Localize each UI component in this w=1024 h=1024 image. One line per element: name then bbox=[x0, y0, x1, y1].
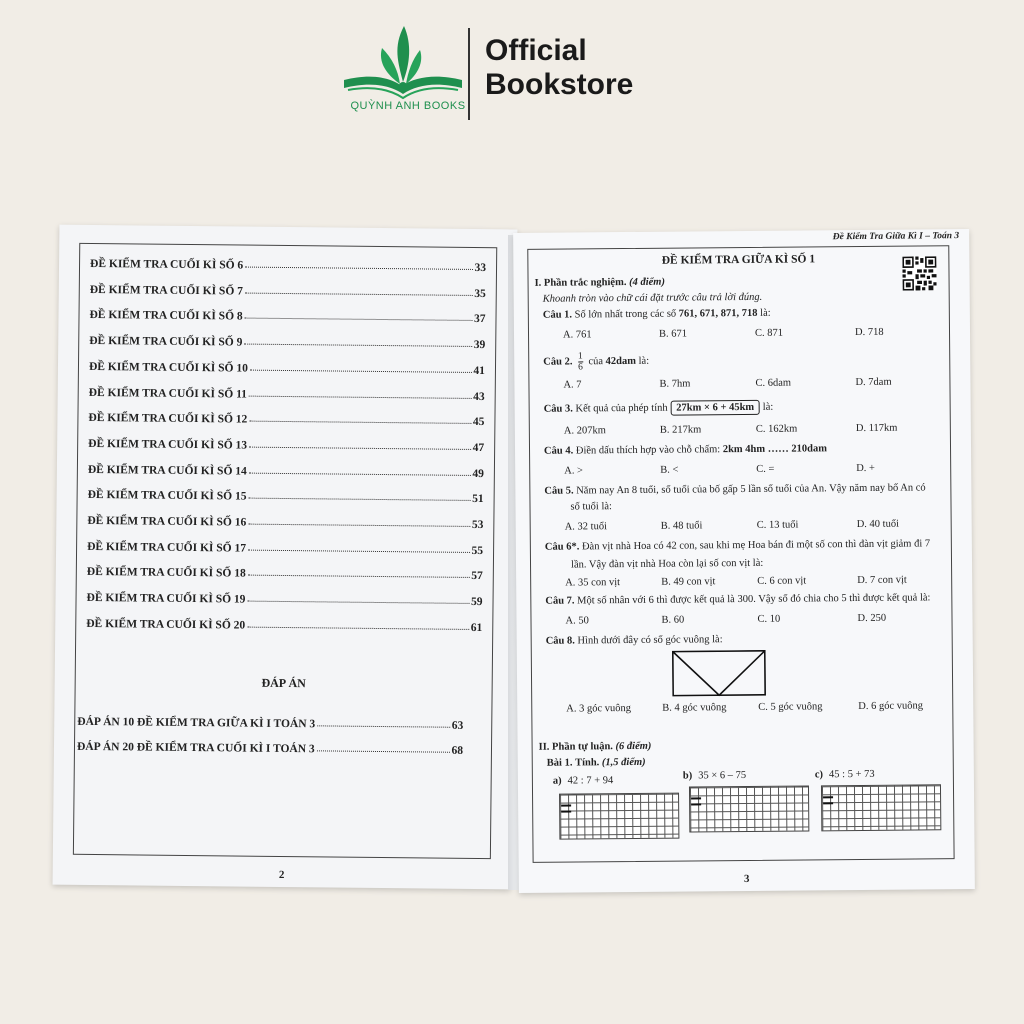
question-6 bbox=[545, 538, 930, 552]
toc-leader-dots bbox=[247, 601, 469, 604]
calc-b-grid[interactable] bbox=[689, 785, 809, 832]
brand-title-line2: Bookstore bbox=[485, 68, 634, 101]
q7-text: Một số nhân với 6 thì được kết quả là 300. Vậy số đó chia cho 5 thì được kết quả là: bbox=[577, 592, 931, 607]
section2-points: (6 điểm) bbox=[615, 740, 652, 753]
page-number-right: 3 bbox=[743, 872, 750, 886]
toc-label: ĐỀ KIỂM TRA CUỐI KÌ SỐ 7 bbox=[89, 283, 243, 298]
q7-option-d[interactable]: D. 250 bbox=[857, 612, 887, 625]
q7-label: Câu 7. bbox=[545, 595, 575, 607]
question-2 bbox=[543, 351, 649, 373]
toc-page-number: 45 bbox=[472, 416, 485, 429]
toc-row bbox=[89, 355, 485, 377]
calc-c-grid[interactable] bbox=[821, 784, 941, 831]
q6-line2: lần. Vậy đàn vịt nhà Hoa còn lại số con vịt là: bbox=[570, 557, 764, 571]
toc-page-number: 59 bbox=[470, 596, 483, 609]
toc-page-number: 51 bbox=[472, 493, 484, 506]
q3-expression: 27km × 6 + 45km bbox=[670, 400, 760, 416]
q3-end: là: bbox=[762, 401, 774, 413]
toc-row bbox=[87, 509, 483, 531]
q1-numbers: 761, 671, 871, 718 bbox=[678, 307, 758, 320]
toc-label: ĐỀ KIỂM TRA CUỐI KÌ SỐ 9 bbox=[89, 335, 243, 349]
q5-option-d[interactable]: D. 40 tuổi bbox=[856, 518, 900, 531]
toc-label: ĐỀ KIỂM TRA CUỐI KÌ SỐ 17 bbox=[87, 540, 247, 555]
q3-text: Kết quả của phép tính bbox=[575, 402, 668, 415]
section1-label: I. Phần trắc nghiệm. bbox=[534, 277, 627, 289]
question-4 bbox=[544, 443, 827, 456]
toc-label: ĐỀ KIỂM TRA CUỐI KÌ SỐ 12 bbox=[88, 412, 248, 426]
toc-leader-dots bbox=[248, 524, 470, 527]
q1-option-c[interactable]: C. 871 bbox=[754, 327, 784, 339]
toc-label: ĐỀ KIỂM TRA CUỐI KÌ SỐ 15 bbox=[87, 489, 247, 503]
toc-row bbox=[88, 483, 484, 505]
toc-row bbox=[88, 432, 484, 454]
equals-mark bbox=[823, 802, 833, 804]
toc-leader-dots bbox=[247, 626, 469, 629]
toc-frame bbox=[73, 243, 497, 859]
toc-page-number: 43 bbox=[473, 390, 485, 403]
bai1-label: Bài 1. bbox=[546, 757, 573, 769]
q8-text: Hình dưới đây có số góc vuông là: bbox=[577, 634, 723, 647]
calc-letter: a) bbox=[552, 775, 562, 787]
toc-row bbox=[89, 329, 485, 351]
q2-end: là: bbox=[638, 355, 650, 367]
toc-leader-dots bbox=[244, 344, 471, 347]
q2-option-d[interactable]: D. 7dam bbox=[855, 376, 892, 389]
q2-frac-den: 6 bbox=[578, 362, 583, 373]
toc-row bbox=[88, 458, 484, 480]
toc-row bbox=[86, 612, 482, 634]
toc-row bbox=[87, 535, 483, 557]
calc-expression: 35 × 6 – 75 bbox=[698, 769, 747, 782]
toc-leader-dots bbox=[245, 267, 472, 270]
q7-option-c[interactable]: C. 10 bbox=[757, 613, 781, 625]
brand-title-line1: Official bbox=[485, 34, 587, 67]
q1-text: Số lớn nhất trong các số bbox=[574, 308, 677, 321]
toc-label: ĐÁP ÁN 20 ĐỀ KIỂM TRA CUỐI KÌ I TOÁN 3 bbox=[76, 740, 315, 756]
calc-letter: b) bbox=[682, 770, 693, 782]
question-8 bbox=[546, 634, 723, 647]
toc-row bbox=[89, 380, 485, 402]
q3-option-b[interactable]: B. 217km bbox=[659, 424, 702, 436]
bai1-text: Tính. bbox=[575, 757, 600, 769]
q4-label: Câu 4. bbox=[543, 445, 574, 457]
toc-leader-dots bbox=[245, 292, 472, 295]
right-page bbox=[513, 229, 975, 893]
q1-label: Câu 1. bbox=[542, 309, 573, 321]
right-angle-figure bbox=[672, 650, 766, 697]
q5-option-b[interactable]: B. 48 tuổi bbox=[660, 520, 703, 532]
toc-label: ĐỀ KIỂM TRA CUỐI KÌ SỐ 18 bbox=[86, 566, 246, 580]
q4-option-b[interactable]: B. < bbox=[660, 464, 679, 476]
toc-row bbox=[86, 586, 482, 608]
toc-page-number: 35 bbox=[474, 287, 486, 300]
toc-label: ĐỀ KIỂM TRA CUỐI KÌ SỐ 13 bbox=[88, 437, 248, 452]
toc-page-number: 57 bbox=[471, 570, 483, 583]
calc-expression: 42 : 7 + 94 bbox=[567, 775, 614, 787]
q2-option-a[interactable]: A. 7 bbox=[563, 379, 582, 391]
q4-option-a[interactable]: A. > bbox=[564, 465, 584, 477]
q3-option-a[interactable]: A. 207km bbox=[563, 425, 606, 437]
q1-option-b[interactable]: B. 671 bbox=[658, 328, 688, 340]
question-3 bbox=[544, 402, 774, 415]
running-head: Đề Kiểm Tra Giữa Kì I – Toán 3 bbox=[832, 231, 960, 243]
toc-page-number: 33 bbox=[474, 261, 487, 275]
toc-row bbox=[89, 303, 485, 325]
toc-leader-dots bbox=[249, 498, 471, 501]
q6-option-b[interactable]: B. 49 con vịt bbox=[661, 576, 716, 588]
toc-page-number: 63 bbox=[451, 719, 464, 732]
toc-label: ĐỀ KIỂM TRA CUỐI KÌ SỐ 16 bbox=[87, 514, 247, 529]
qr-code-icon bbox=[902, 256, 936, 290]
calc-c-label bbox=[815, 769, 875, 781]
toc-leader-dots bbox=[249, 421, 471, 424]
q3-option-d[interactable]: D. 117km bbox=[855, 422, 898, 435]
calc-b-label bbox=[683, 770, 746, 782]
toc-label: ĐỀ KIỂM TRA CUỐI KÌ SỐ 10 bbox=[88, 360, 248, 375]
section1-points: (4 điểm) bbox=[629, 276, 665, 288]
q8-option-b[interactable]: B. 4 góc vuông bbox=[662, 702, 727, 714]
question-7 bbox=[545, 592, 930, 606]
toc-label: ĐỀ KIỂM TRA CUỐI KÌ SỐ 11 bbox=[88, 386, 248, 401]
toc-page-number: 39 bbox=[473, 339, 486, 352]
instruction: Khoanh tròn vào chữ cái đặt trước câu trả lời đúng. bbox=[542, 291, 763, 305]
answer-toc-row bbox=[77, 710, 463, 732]
q7-option-b[interactable]: B. 60 bbox=[661, 614, 685, 626]
toc-row bbox=[90, 278, 486, 300]
q2-frac-num: 1 bbox=[577, 351, 583, 362]
section2-heading bbox=[539, 741, 652, 753]
equals-mark bbox=[561, 811, 571, 813]
q2-label: Câu 2. bbox=[543, 356, 573, 368]
q2-value: 42dam bbox=[605, 355, 637, 368]
toc-row bbox=[90, 252, 486, 274]
q5-line2: số tuổi là: bbox=[570, 501, 612, 513]
bai1-heading bbox=[547, 757, 646, 769]
q8-option-d[interactable]: D. 6 góc vuông bbox=[858, 700, 924, 713]
equals-mark bbox=[561, 805, 571, 807]
q5-label: Câu 5. bbox=[544, 485, 574, 497]
q1-option-d[interactable]: D. 718 bbox=[854, 326, 884, 339]
toc-leader-dots bbox=[248, 549, 470, 552]
toc-row bbox=[88, 406, 484, 428]
answer-toc-row bbox=[77, 735, 463, 757]
q2-option-c[interactable]: C. 6dam bbox=[755, 377, 792, 389]
q4-expression: 2km 4hm …… 210dam bbox=[722, 443, 828, 456]
toc-leader-dots bbox=[249, 472, 471, 475]
answers-heading: ĐÁP ÁN bbox=[261, 675, 306, 691]
toc-leader-dots bbox=[245, 318, 472, 321]
toc-label: ĐÁP ÁN 10 ĐỀ KIỂM TRA GIỮA KÌ I TOÁN 3 bbox=[77, 715, 316, 731]
left-page bbox=[53, 225, 518, 890]
toc-leader-dots bbox=[317, 750, 450, 752]
q5-option-c[interactable]: C. 13 tuổi bbox=[756, 519, 799, 531]
exam-title: ĐỀ KIỂM TRA GIỮA KÌ SỐ 1 bbox=[661, 253, 816, 267]
q8-option-c[interactable]: C. 5 góc vuông bbox=[758, 701, 823, 713]
calc-a-grid[interactable] bbox=[559, 793, 679, 840]
q3-label: Câu 3. bbox=[543, 403, 573, 415]
toc-label: ĐỀ KIỂM TRA CUỐI KÌ SỐ 20 bbox=[86, 617, 246, 632]
toc-page-number: 61 bbox=[470, 621, 483, 634]
page-number-left: 2 bbox=[278, 868, 285, 882]
calc-letter: c) bbox=[814, 769, 824, 781]
bai1-points: (1,5 điểm) bbox=[601, 756, 646, 769]
toc-label: ĐỀ KIỂM TRA CUỐI KÌ SỐ 14 bbox=[87, 463, 247, 478]
brand-header bbox=[330, 22, 660, 122]
question-5 bbox=[544, 482, 925, 496]
logo-text: QUỲNH ANH BOOKS bbox=[350, 100, 466, 112]
question-1 bbox=[543, 308, 771, 321]
q1-end: là: bbox=[760, 307, 771, 319]
equals-mark bbox=[691, 803, 701, 805]
q5-line1: Năm nay An 8 tuổi, số tuổi của bố gấp 5 lần số tuổi của An. Vậy năm nay bố An có bbox=[576, 482, 926, 497]
toc-leader-dots bbox=[250, 369, 472, 372]
toc-page-number: 37 bbox=[473, 313, 486, 326]
q8-option-a[interactable]: A. 3 góc vuông bbox=[566, 702, 632, 715]
calc-a-label bbox=[553, 775, 613, 787]
exam-frame bbox=[527, 245, 954, 863]
toc-label: ĐỀ KIỂM TRA CUỐI KÌ SỐ 6 bbox=[89, 257, 244, 272]
toc-page-number: 41 bbox=[473, 364, 486, 377]
q2-text: của bbox=[588, 356, 604, 368]
q6-option-a[interactable]: A. 35 con vịt bbox=[565, 577, 621, 589]
brand-title bbox=[485, 34, 633, 102]
toc-leader-dots bbox=[249, 447, 471, 450]
open-book bbox=[56, 225, 972, 895]
q8-label: Câu 8. bbox=[545, 635, 575, 647]
toc-row bbox=[87, 560, 483, 582]
q6-line1: Đàn vịt nhà Hoa có 42 con, sau khi mẹ Hoa bán đi một số con thì đàn vịt giảm đi 7 bbox=[581, 538, 931, 553]
toc-page-number: 55 bbox=[471, 544, 484, 557]
calc-expression: 45 : 5 + 73 bbox=[828, 768, 875, 781]
toc-leader-dots bbox=[249, 395, 471, 398]
toc-page-number: 47 bbox=[472, 441, 485, 454]
q6-option-d[interactable]: D. 7 con vịt bbox=[857, 574, 907, 587]
q6-label: Câu 6*. bbox=[544, 541, 580, 553]
equals-mark bbox=[823, 796, 833, 798]
q6-option-c[interactable]: C. 6 con vịt bbox=[757, 575, 807, 587]
brand-divider bbox=[468, 28, 470, 120]
q2-fraction bbox=[578, 351, 583, 372]
q5-option-a[interactable]: A. 32 tuổi bbox=[564, 521, 608, 533]
q2-option-b[interactable]: B. 7hm bbox=[659, 378, 691, 390]
toc-page-number: 49 bbox=[472, 467, 484, 480]
equals-mark bbox=[691, 797, 701, 799]
section1-heading bbox=[535, 277, 665, 289]
table-of-contents bbox=[80, 244, 496, 634]
q7-option-a[interactable]: A. 50 bbox=[565, 615, 589, 627]
q3-option-c[interactable]: C. 162km bbox=[755, 423, 798, 435]
toc-label: ĐỀ KIỂM TRA CUỐI KÌ SỐ 19 bbox=[86, 592, 246, 606]
q1-option-a[interactable]: A. 761 bbox=[562, 329, 592, 341]
toc-leader-dots bbox=[317, 725, 450, 727]
toc-leader-dots bbox=[248, 575, 470, 578]
toc-page-number: 53 bbox=[471, 518, 484, 532]
toc-page-number: 68 bbox=[451, 744, 464, 757]
q4-option-d[interactable]: D. + bbox=[856, 462, 876, 475]
q4-option-c[interactable]: C. = bbox=[756, 463, 775, 475]
q4-text: Điền dấu thích hợp vào chỗ chấm: bbox=[575, 444, 721, 457]
section2-label: II. Phần tự luận. bbox=[538, 741, 613, 753]
toc-label: ĐỀ KIỂM TRA CUỐI KÌ SỐ 8 bbox=[89, 309, 243, 323]
